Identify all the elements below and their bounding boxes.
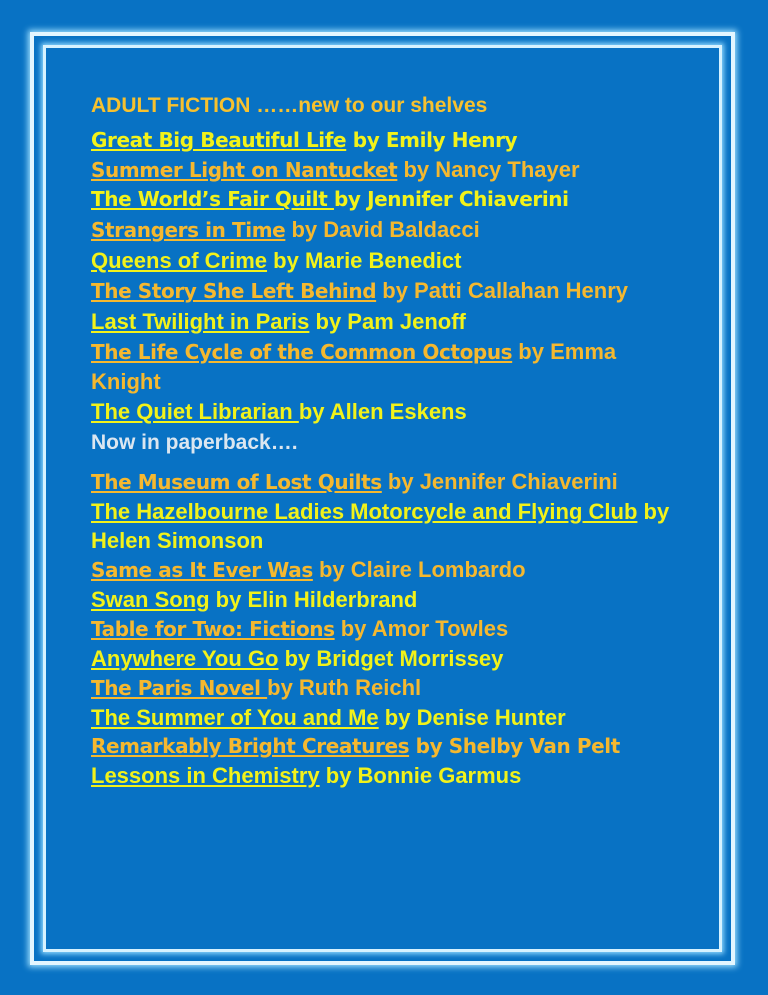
- book-entry: [91, 761, 691, 790]
- book-title-link[interactable]: The Story She Left Behind: [91, 279, 377, 303]
- book-title-link[interactable]: Anywhere You Go: [91, 646, 279, 671]
- book-author: by David Baldacci: [285, 217, 480, 242]
- book-entry: [91, 397, 691, 426]
- book-title-link[interactable]: Lessons in Chemistry: [91, 763, 320, 788]
- book-author: by Elin Hilderbrand: [209, 587, 418, 612]
- book-author: by Patti Callahan Henry: [376, 278, 628, 303]
- book-entry: [91, 467, 691, 497]
- book-entry: [91, 337, 691, 396]
- book-author: by Marie Benedict: [267, 248, 462, 273]
- book-title-link[interactable]: The World’s Fair Quilt: [91, 187, 334, 211]
- book-author: by Ruth Reichl: [267, 675, 422, 700]
- book-author: by Emma Knight: [91, 339, 617, 394]
- book-title-link[interactable]: Queens of Crime: [91, 248, 268, 273]
- book-title-link[interactable]: The Life Cycle of the Common Octopus: [91, 340, 513, 364]
- book-entry: [91, 703, 691, 732]
- book-author: by Emily Henry: [346, 128, 518, 152]
- book-author: by Nancy Thayer: [397, 157, 580, 182]
- book-author: by Jennifer Chiaverini: [333, 187, 569, 211]
- book-entry: [91, 673, 691, 703]
- book-list-content: [91, 92, 691, 790]
- page-heading: ADULT FICTION ……new to our shelves: [91, 94, 488, 117]
- book-author: by Pam Jenoff: [309, 309, 466, 334]
- book-entry: [91, 126, 691, 155]
- book-title-link[interactable]: Remarkably Bright Creatures: [91, 734, 410, 758]
- book-title-link[interactable]: Table for Two: Fictions: [91, 617, 335, 641]
- book-author: by Bonnie Garmus: [319, 763, 522, 788]
- book-entry: [91, 585, 691, 614]
- book-title-link[interactable]: Summer Light on Nantucket: [91, 158, 398, 182]
- paperback-heading: Now in paperback….: [91, 431, 298, 454]
- book-title-link[interactable]: The Paris Novel: [91, 676, 268, 700]
- book-author: by Bridget Morrissey: [278, 646, 504, 671]
- book-entry: [91, 276, 691, 306]
- book-author: by Amor Towles: [334, 616, 509, 641]
- book-title-link[interactable]: Last Twilight in Paris: [91, 309, 310, 334]
- book-author: by Jennifer Chiaverini: [381, 469, 618, 494]
- book-entry: [91, 644, 691, 673]
- book-entry: [91, 155, 691, 185]
- book-title-link[interactable]: The Summer of You and Me: [91, 705, 379, 730]
- book-author: by Helen Simonson: [91, 499, 670, 553]
- book-entry: [91, 732, 691, 761]
- book-title-link[interactable]: Swan Song: [91, 587, 210, 612]
- book-entry: [91, 497, 691, 555]
- book-title-link[interactable]: The Museum of Lost Quilts: [91, 470, 382, 494]
- book-title-link[interactable]: Strangers in Time: [91, 218, 286, 242]
- book-author: by Denise Hunter: [378, 705, 566, 730]
- book-title-link[interactable]: Same as It Ever Was: [91, 558, 313, 582]
- book-title-link[interactable]: The Hazelbourne Ladies Motorcycle and Flying Club: [91, 499, 638, 524]
- book-author: by Shelby Van Pelt: [409, 734, 620, 758]
- book-entry: [91, 555, 691, 585]
- book-title-link[interactable]: Great Big Beautiful Life: [91, 128, 347, 152]
- book-author: by Allen Eskens: [298, 399, 467, 424]
- book-entry: [91, 307, 691, 336]
- book-entry: [91, 246, 691, 275]
- book-entry: [91, 185, 691, 214]
- book-entry: [91, 614, 691, 644]
- book-title-link[interactable]: The Quiet Librarian: [91, 399, 299, 424]
- book-author: by Claire Lombardo: [312, 557, 526, 582]
- book-entry: [91, 215, 691, 245]
